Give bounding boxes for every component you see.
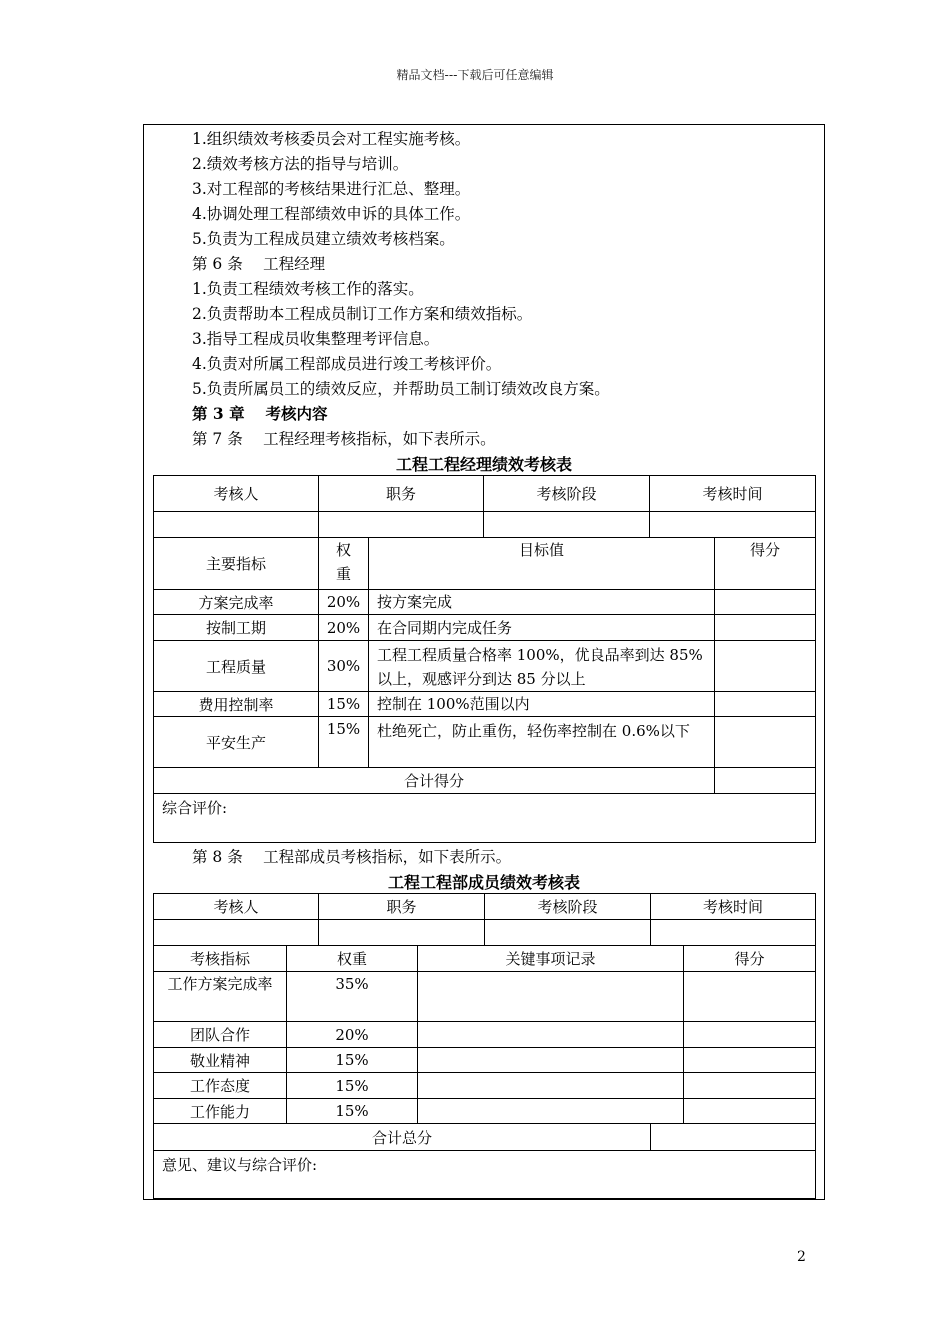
total-score-cell [715,768,816,794]
total-score-cell [651,1124,816,1151]
period-value-cell [484,512,650,538]
header-period: 考核阶段 [485,894,651,920]
weight-cell: 20% [319,590,369,615]
article-heading: 第 7 条 工程经理考核指标，如下表所示。 [192,430,496,448]
weight-cell: 15% [319,692,369,717]
col-header-score: 得分 [684,946,816,972]
member-appraisal-table [153,893,816,1199]
body-line: 1.负责工程绩效考核工作的落实。 [192,280,424,298]
article-heading: 第 8 条 工程部成员考核指标，如下表所示。 [192,848,512,866]
target-cell: 杜绝死亡，防止重伤，轻伤率控制在 0.6%以下 [369,717,715,768]
document-header-note: 精品文档---下载后可任意编辑 [396,68,554,82]
overall-comment-cell: 意见、建议与综合评价: [154,1151,816,1199]
weight-cell: 20% [319,615,369,641]
appraiser-value-cell [154,920,319,946]
indicator-cell: 敬业精神 [154,1048,287,1073]
position-value-cell [319,512,484,538]
header-appraiser: 考核人 [154,894,319,920]
overall-comment-cell: 综合评价: [154,794,816,843]
table2-title: 工程工程部成员绩效考核表 [387,873,580,892]
weight-cell: 20% [287,1022,418,1048]
body-line: 5.负责所属员工的绩效反应，并帮助员工制订绩效改良方案。 [192,380,610,398]
indicator-cell: 费用控制率 [154,692,319,717]
target-cell: 控制在 100%范围以内 [369,692,715,717]
weight-cell: 35% [287,972,418,1022]
col-header-indicator: 考核指标 [154,946,287,972]
indicator-cell: 工作态度 [154,1073,287,1099]
target-cell: 工程工程质量合格率 100%，优良品率到达 85%以上，观感评分到达 85 分以上 [369,641,715,692]
score-cell [715,615,816,641]
weight-cell: 15% [287,1073,418,1099]
body-line: 4.负责对所属工程部成员进行竣工考核评价。 [192,355,502,373]
score-cell [684,1073,816,1099]
period-value-cell [485,920,651,946]
position-value-cell [319,920,485,946]
indicator-cell: 方案完成率 [154,590,319,615]
total-score-label: 合计总分 [154,1124,651,1151]
header-position: 职务 [319,894,485,920]
weight-cell: 15% [287,1099,418,1124]
col-header-key-records: 关键事项记录 [418,946,684,972]
indicator-cell: 工作方案完成率 [154,972,287,1022]
score-cell [684,1099,816,1124]
article-heading: 第 6 条 工程经理 [192,255,326,273]
score-cell [715,641,816,692]
score-cell [684,1048,816,1073]
page-number: 2 [797,1249,806,1265]
score-cell [715,717,816,768]
header-appraiser: 考核人 [154,476,319,512]
table1-title: 工程工程经理绩效考核表 [395,455,572,474]
indicator-cell: 团队合作 [154,1022,287,1048]
key-records-cell [418,1073,684,1099]
target-cell: 按方案完成 [369,590,715,615]
col-header-indicator: 主要指标 [154,538,319,590]
key-records-cell [418,972,684,1022]
header-position: 职务 [319,476,484,512]
time-value-cell [651,920,816,946]
body-line: 5.负责为工程成员建立绩效考核档案。 [192,230,455,248]
key-records-cell [418,1022,684,1048]
weight-cell: 30% [319,641,369,692]
key-records-cell [418,1048,684,1073]
header-period: 考核阶段 [484,476,650,512]
key-records-cell [418,1099,684,1124]
body-line: 3.指导工程成员收集整理考评信息。 [192,330,440,348]
total-score-label: 合计得分 [154,768,715,794]
score-cell [684,1022,816,1048]
weight-cell: 15% [319,717,369,768]
weight-cell: 15% [287,1048,418,1073]
target-cell: 在合同期内完成任务 [369,615,715,641]
col-header-weight: 权重 [319,538,369,590]
header-time: 考核时间 [651,894,816,920]
appraiser-value-cell [154,512,319,538]
col-header-score: 得分 [715,538,816,590]
score-cell [684,972,816,1022]
body-line: 2.绩效考核方法的指导与培训。 [192,155,409,173]
body-line: 3.对工程部的考核结果进行汇总、整理。 [192,180,471,198]
body-line: 4.协调处理工程部绩效申诉的具体工作。 [192,205,471,223]
manager-appraisal-table [153,475,816,843]
indicator-cell: 工程质量 [154,641,319,692]
col-header-target: 目标值 [369,538,715,590]
col-header-weight: 权重 [287,946,418,972]
indicator-cell: 工作能力 [154,1099,287,1124]
indicator-cell: 平安生产 [154,717,319,768]
chapter-heading: 第 3 章 考核内容 [192,404,328,423]
header-time: 考核时间 [650,476,816,512]
score-cell [715,692,816,717]
body-line: 2.负责帮助本工程成员制订工作方案和绩效指标。 [192,305,533,323]
indicator-cell: 按制工期 [154,615,319,641]
body-line: 1.组织绩效考核委员会对工程实施考核。 [192,130,471,148]
score-cell [715,590,816,615]
time-value-cell [650,512,816,538]
